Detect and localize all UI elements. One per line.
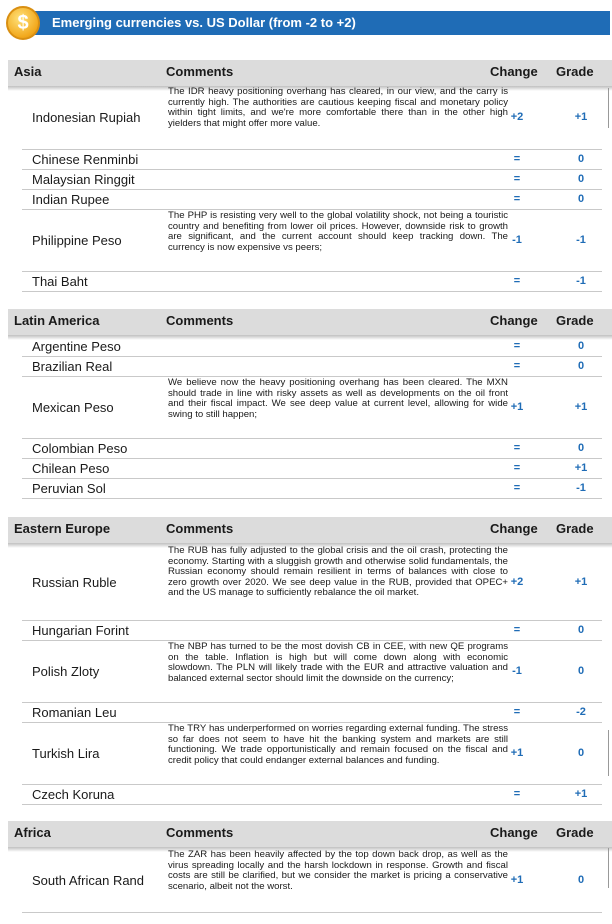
table-row <box>22 170 602 190</box>
table-row <box>22 459 602 479</box>
region-heading: Asia <box>14 64 42 79</box>
change-value: = <box>513 442 521 454</box>
currency-comment: The RUB has fully adjusted to the global crisis and the oil crash, protecting the economy. Starting with a sluggish growth and otherwise solid fundamentals, the Russian economy should remain resilient in terms of balances with close to zero growth over 2020. We see deep value in the RUB, provided that OPEC+ and the US manage to sufficiently rebalance the oil market. <box>168 545 508 599</box>
change-value: -1 <box>512 234 522 246</box>
change-value: = <box>513 360 521 372</box>
change-value: = <box>513 482 521 494</box>
change-value: +2 <box>510 576 524 588</box>
region-heading: Africa <box>14 825 51 840</box>
currency-comment: We believe now the heavy positioning overhang has been cleared. The MXN should trade in line with risky assets as well as developments on the oil front and their fiscal impact. We see deep value at current level, allowing for wide swing to still happen; <box>168 377 508 420</box>
grade-value: 0 <box>577 340 585 352</box>
comments-heading: Comments <box>166 313 234 328</box>
currency-name: Peruvian Sol <box>32 481 106 496</box>
table-row <box>22 150 602 170</box>
table-row <box>22 357 602 377</box>
change-value: = <box>513 340 521 352</box>
grade-value: -1 <box>576 482 586 494</box>
table-row <box>22 785 602 805</box>
table-row <box>22 849 602 913</box>
currency-name: Brazilian Real <box>32 359 113 374</box>
grade-value: +1 <box>574 462 588 474</box>
grade-value: +1 <box>574 401 588 413</box>
change-value: +2 <box>510 111 524 123</box>
table-row <box>22 641 602 703</box>
change-value: +1 <box>510 874 524 886</box>
currency-comment: The IDR heavy positioning overhang has cleared, in our view, and the carry is currently high. The authorities are cautious keeping fiscal and monetary policy within tight limits, and we're more comfortable there than in the other high yielders that might offer more value. <box>168 86 508 129</box>
comments-heading: Comments <box>166 521 234 536</box>
edge-mark <box>608 730 612 776</box>
currency-comment: The TRY has underperformed on worries regarding external funding. The stress so far does not seem to have hit the banking system and markets are still functioning. We trade opportunistically and remain focused on the fiscal and credit policy that could endanger external balances and funding. <box>168 723 508 766</box>
section-header <box>8 60 612 86</box>
grade-heading: Grade <box>556 313 594 328</box>
change-value: = <box>513 173 521 185</box>
currency-name: Romanian Leu <box>32 705 117 720</box>
edge-mark <box>608 848 612 888</box>
change-value: = <box>513 275 521 287</box>
currency-comment: The ZAR has been heavily affected by the top down back drop, as well as the virus spreading locally and the harsh lockdown in response. Growth and fiscal costs are still be clarified, but we consider the market is pricing a conservative scenario, albeit not the worst. <box>168 849 508 892</box>
table-row <box>22 190 602 210</box>
dollar-coin-icon: $ <box>6 6 40 40</box>
change-value: +1 <box>510 401 524 413</box>
change-value: +1 <box>510 747 524 759</box>
currency-name: Indian Rupee <box>32 192 110 207</box>
change-heading: Change <box>490 825 538 840</box>
grade-value: +1 <box>574 111 588 123</box>
grade-value: -1 <box>576 234 586 246</box>
currency-name: Russian Ruble <box>32 575 117 590</box>
change-value: = <box>513 624 521 636</box>
comments-heading: Comments <box>166 825 234 840</box>
currency-name: Mexican Peso <box>32 400 114 415</box>
title-bar <box>4 6 610 38</box>
region-heading: Eastern Europe <box>14 521 111 536</box>
currency-name: Indonesian Rupiah <box>32 110 141 125</box>
table-row <box>22 723 602 785</box>
currency-name: Polish Zloty <box>32 664 100 679</box>
currency-name: Hungarian Forint <box>32 623 129 638</box>
currency-name: Czech Koruna <box>32 787 115 802</box>
grade-heading: Grade <box>556 521 594 536</box>
table-row <box>22 377 602 439</box>
grade-value: -2 <box>576 706 586 718</box>
grade-value: 0 <box>577 193 585 205</box>
table-row <box>22 210 602 272</box>
change-heading: Change <box>490 313 538 328</box>
grade-value: 0 <box>577 442 585 454</box>
section-header <box>8 517 612 543</box>
section-header <box>8 309 612 335</box>
change-value: = <box>513 462 521 474</box>
grade-value: 0 <box>577 153 585 165</box>
currency-name: Argentine Peso <box>32 339 121 354</box>
currency-name: Chinese Renminbi <box>32 152 139 167</box>
currency-name: Malaysian Ringgit <box>32 172 135 187</box>
currency-name: Chilean Peso <box>32 461 110 476</box>
grade-value: 0 <box>577 624 585 636</box>
grade-value: +1 <box>574 788 588 800</box>
region-heading: Latin America <box>14 313 100 328</box>
grade-value: -1 <box>576 275 586 287</box>
change-value: = <box>513 193 521 205</box>
change-heading: Change <box>490 64 538 79</box>
change-value: -1 <box>512 665 522 677</box>
grade-heading: Grade <box>556 825 594 840</box>
table-row <box>22 439 602 459</box>
change-value: = <box>513 706 521 718</box>
change-value: = <box>513 788 521 800</box>
table-row <box>22 545 602 621</box>
grade-heading: Grade <box>556 64 594 79</box>
table-row <box>22 272 602 292</box>
grade-value: 0 <box>577 874 585 886</box>
currency-name: South African Rand <box>32 873 145 888</box>
grade-value: 0 <box>577 360 585 372</box>
table-row <box>22 337 602 357</box>
change-heading: Change <box>490 521 538 536</box>
edge-mark <box>608 88 612 128</box>
grade-value: 0 <box>577 747 585 759</box>
section-header <box>8 821 612 847</box>
currency-name: Turkish Lira <box>32 746 100 761</box>
grade-value: 0 <box>577 665 585 677</box>
currency-name: Philippine Peso <box>32 233 122 248</box>
table-row <box>22 621 602 641</box>
table-row <box>22 479 602 499</box>
table-row <box>22 86 602 150</box>
page-title: Emerging currencies vs. US Dollar (from -2 to +2) <box>52 15 356 30</box>
currency-comment: The PHP is resisting very well to the global volatility shock, not being a touristic country and benefiting from lower oil prices. However, downside risk to growth are significant, and the current account should keep tracking down. The currency is now expensive vs peers; <box>168 210 508 253</box>
table-row <box>22 703 602 723</box>
grade-value: +1 <box>574 576 588 588</box>
currency-name: Colombian Peso <box>32 441 128 456</box>
currency-name: Thai Baht <box>32 274 88 289</box>
change-value: = <box>513 153 521 165</box>
grade-value: 0 <box>577 173 585 185</box>
currency-comment: The NBP has turned to be the most dovish CB in CEE, with new QE programs on the table. Inflation is high but will come down along with economic slowdown. The PLN will likely trade with the EUR and attractive valuation and balanced external sector should limit the downside on the currency; <box>168 641 508 684</box>
comments-heading: Comments <box>166 64 234 79</box>
